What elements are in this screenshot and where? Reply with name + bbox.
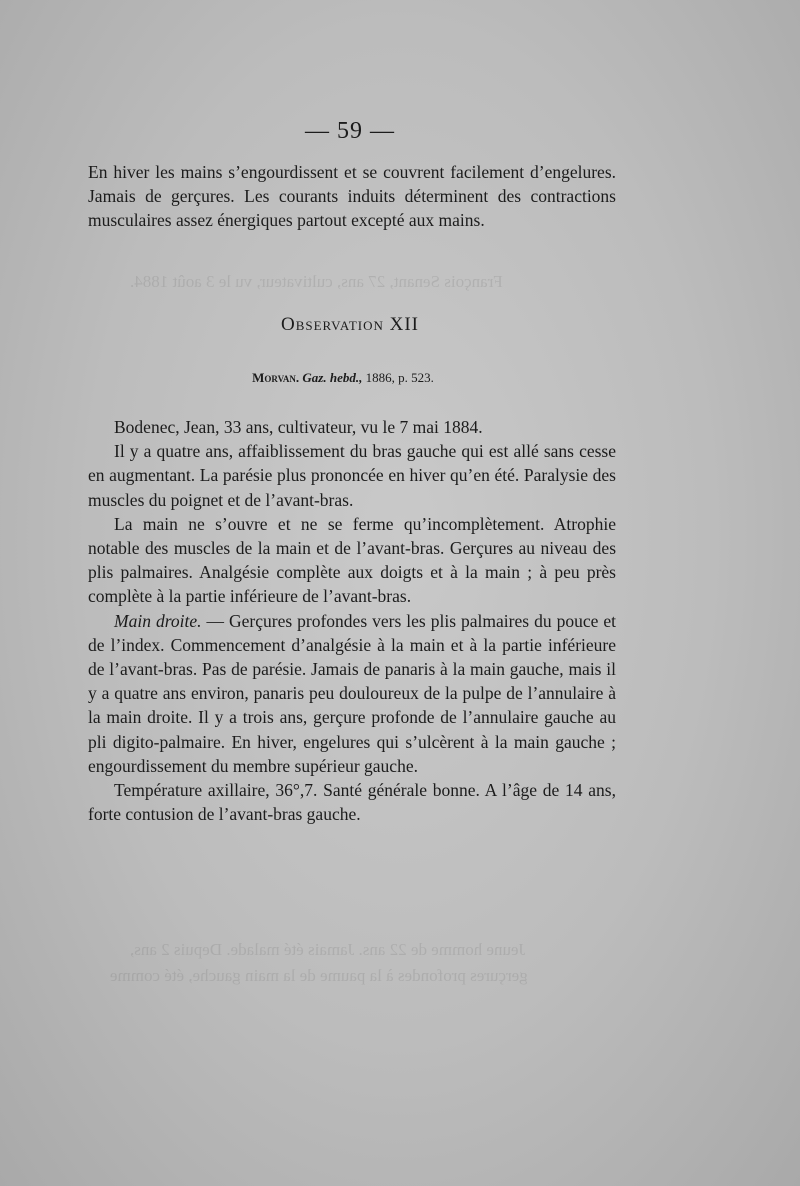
paragraph-left-hand: La main ne s’ouvre et ne se ferme qu’incomplètement. Atrophie notable des muscles de la main et de l’avant-bras. Gerçures au niveau des plis palmaires. Analgésie complète aux doigts et à la main ; à peu près complète à la partie inférieure de l’avant-bras.: [88, 513, 616, 607]
paragraph-right-hand: [88, 609, 616, 778]
paragraph-history: Il y a quatre ans, affaiblissement du bras gauche qui est allé sans cesse en augmentant. La parésie plus prononcée en hiver qu’en été. Paralysie des muscles du poignet et de l’avant-bras.: [88, 441, 616, 510]
intro-section: [88, 160, 616, 233]
citation-details: 1886, p. 523.: [365, 370, 434, 385]
paragraph-closing: Température axillaire, 36°,7. Santé générale bonne. A l’âge de 14 ans, forte contusion de l’avant-bras gauche.: [88, 780, 616, 825]
show-through-text: François Senant, 27 ans, cultivateur, vu le 3 août 1884.: [130, 272, 503, 291]
citation: [0, 370, 686, 386]
paragraph-patient: Bodenec, Jean, 33 ans, cultivateur, vu le 7 mai 1884.: [114, 417, 483, 437]
citation-journal: Gaz. hebd.,: [302, 370, 363, 385]
show-through-text: gerçures profondes à la paume de la main gauche, été comme: [110, 966, 528, 985]
right-hand-label: Main droite.: [114, 610, 202, 631]
citation-author: Morvan.: [252, 370, 300, 385]
page-number: — 59 —: [305, 118, 395, 144]
observation-body: [88, 415, 616, 826]
observation-heading: Observation XII: [280, 314, 420, 335]
right-hand-text: — Gerçures profondes vers les plis palmaires du pouce et de l’index. Commencement d’analgésie à la main et à la partie inférieure de l’avant-bras. Pas de parésie. Jamais de panaris à la main gauche, mais il y a quatre ans environ, panaris peu douloureux de la pulpe de l’annulaire à la main droite. Il y a trois ans, gerçure profonde de l’annulaire gauche au pli digito-palmaire. En hiver, engelures qui s’ulcèrent à la main gauche ; engourdissement du membre supérieur gauche.: [88, 610, 616, 776]
intro-paragraph: En hiver les mains s’engourdissent et se couvrent facilement d’engelures. Jamais de gerçures. Les courants induits déterminent des contractions musculaires assez énergiques partout excepté aux mains.: [88, 162, 616, 231]
show-through-text: Jeune homme de 22 ans. Jamais été malade. Depuis 2 ans,: [130, 940, 526, 959]
